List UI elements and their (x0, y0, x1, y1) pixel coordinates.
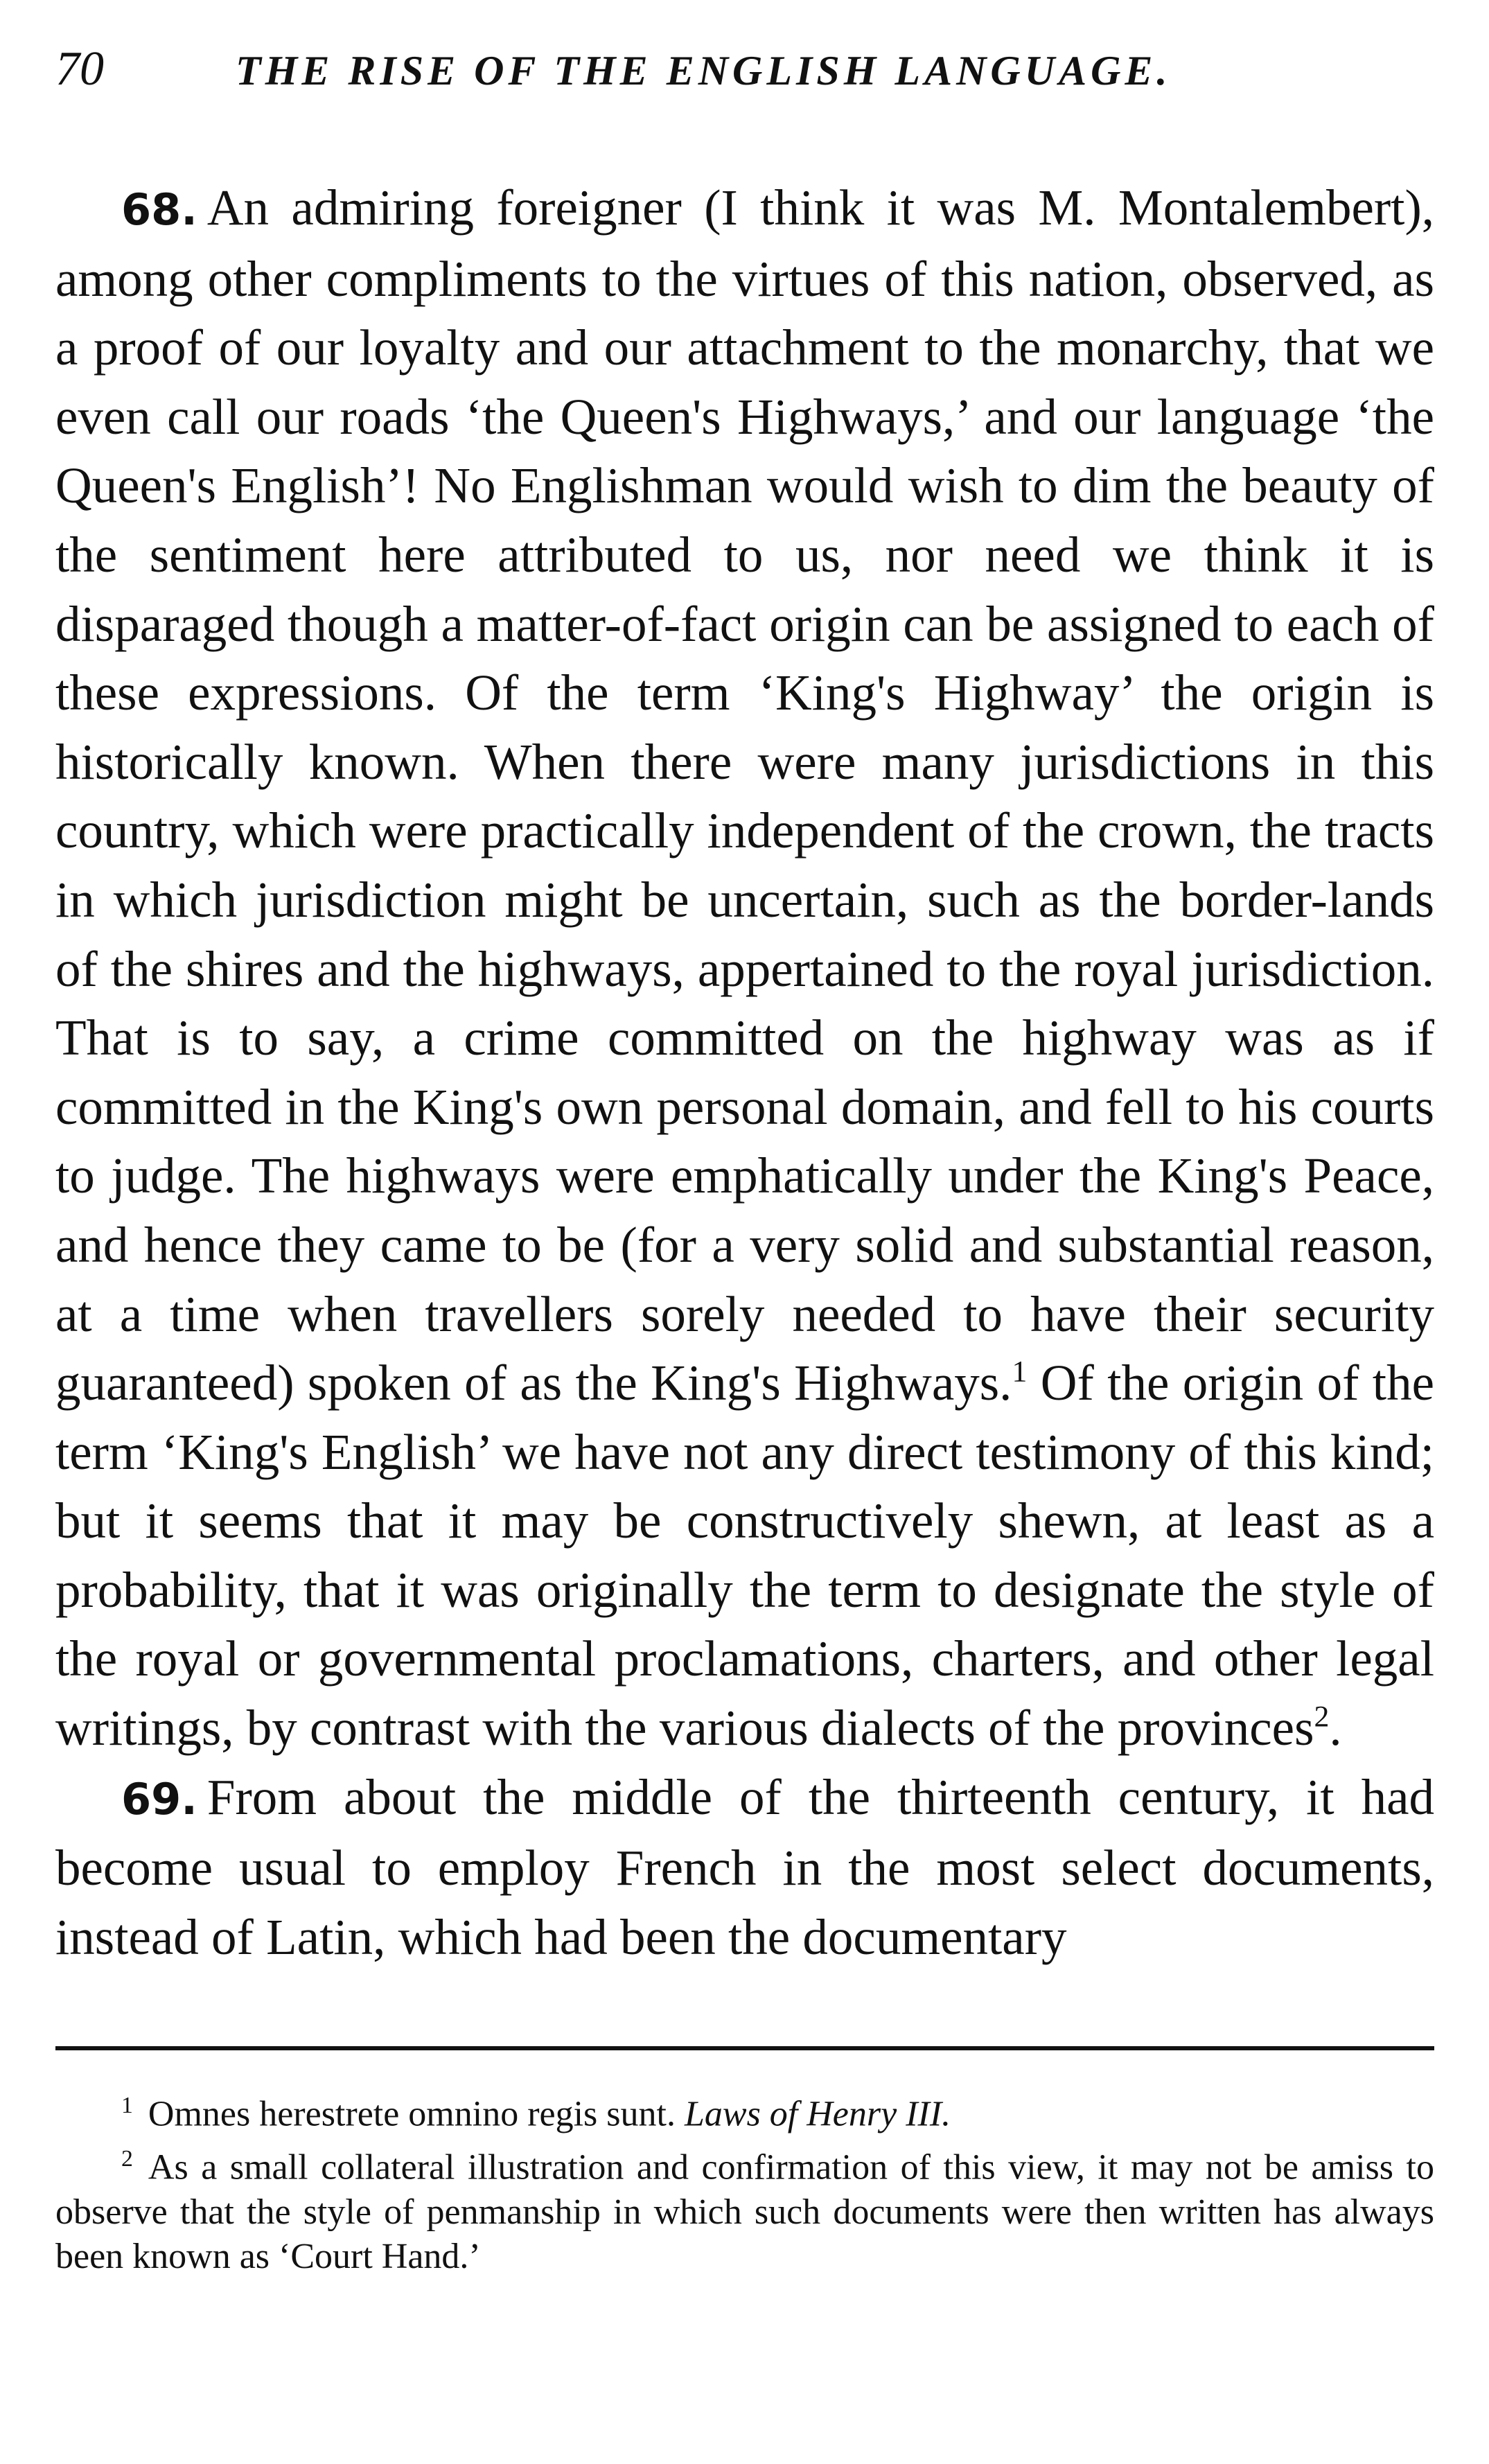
footnote-divider (55, 2046, 1434, 2050)
paragraph-text: From about the middle of the thirteenth century, it had become usual to employ French in the most select documents, instead of Latin, which had been the documentary (55, 1768, 1434, 1965)
footnote-reference: 2 (1314, 1700, 1330, 1734)
running-title: THE RISE OF THE ENGLISH LANGUAGE. (236, 48, 1172, 94)
paragraph-text: An admiring foreigner (I think it was M. Montalembert), among other compliments to the virtues of this nation, observed, as a proof of our loyalty and our attachment to the monarchy, that we even call our roads ‘the Queen's Highways,’ and our language ‘the Queen's English’! No Englishman would wish to dim the beauty of the sentiment here attributed to us, nor need we think it is disparaged though a matter-of-fact origin can be assigned to each of these expressions. Of the term ‘King's Highway’ the origin is historically known. When there were many jurisdictions in this country, which were practically independent of the crown, the tracts in which jurisdiction might be uncertain, such as the border-lands of the shires and the highways, appertained to the royal jurisdiction. That is to say, a crime committed on the highway was as if committed in the King's own personal domain, and fell to his courts to judge. The highways were emphatically under the King's Peace, and hence they came to be (for a very solid and substantial reason, at a time when travellers sorely needed to have their security guaranteed) spoken of as the King's Highways. (55, 179, 1434, 1411)
paragraph-number: 68. (121, 184, 197, 235)
footnote-text: As a small collateral illustration and confirmation of this view, it may not be amiss to observe that the style of penmanship in which such documents were then written has always been known as ‘Court Hand.’ (55, 2147, 1434, 2276)
footnote-citation: Laws of Henry III. (684, 2095, 951, 2135)
footnote-2 (55, 2137, 1434, 2279)
page-number: 70 (55, 42, 104, 96)
paragraph-69 (55, 1763, 1434, 1972)
paragraph-number: 69. (121, 1773, 197, 1824)
footnote-1 (55, 2084, 1434, 2137)
running-head (55, 42, 1434, 125)
footnote-reference: 1 (1012, 1355, 1028, 1389)
page-content (55, 42, 1434, 2279)
footnote-mark: 1 (121, 2093, 133, 2119)
paragraph-text: Of the origin of the term ‘King's English’ we have not any direct testimony of this kind; but it seems that it may be constructively shewn, at least as a probability, that it was originally the term to designate the style of the royal or governmental proclamations, charters, and other legal writings, by contrast with the various dialects of the provinces (55, 1355, 1434, 1757)
footnote-text: Omnes herestrete omnino regis sunt. (148, 2095, 685, 2135)
footnotes (55, 2084, 1434, 2278)
paragraph-text: . (1329, 1700, 1342, 1757)
footnote-mark: 2 (121, 2146, 133, 2172)
paragraph-68 (55, 173, 1434, 1763)
body-text (55, 173, 1434, 1971)
